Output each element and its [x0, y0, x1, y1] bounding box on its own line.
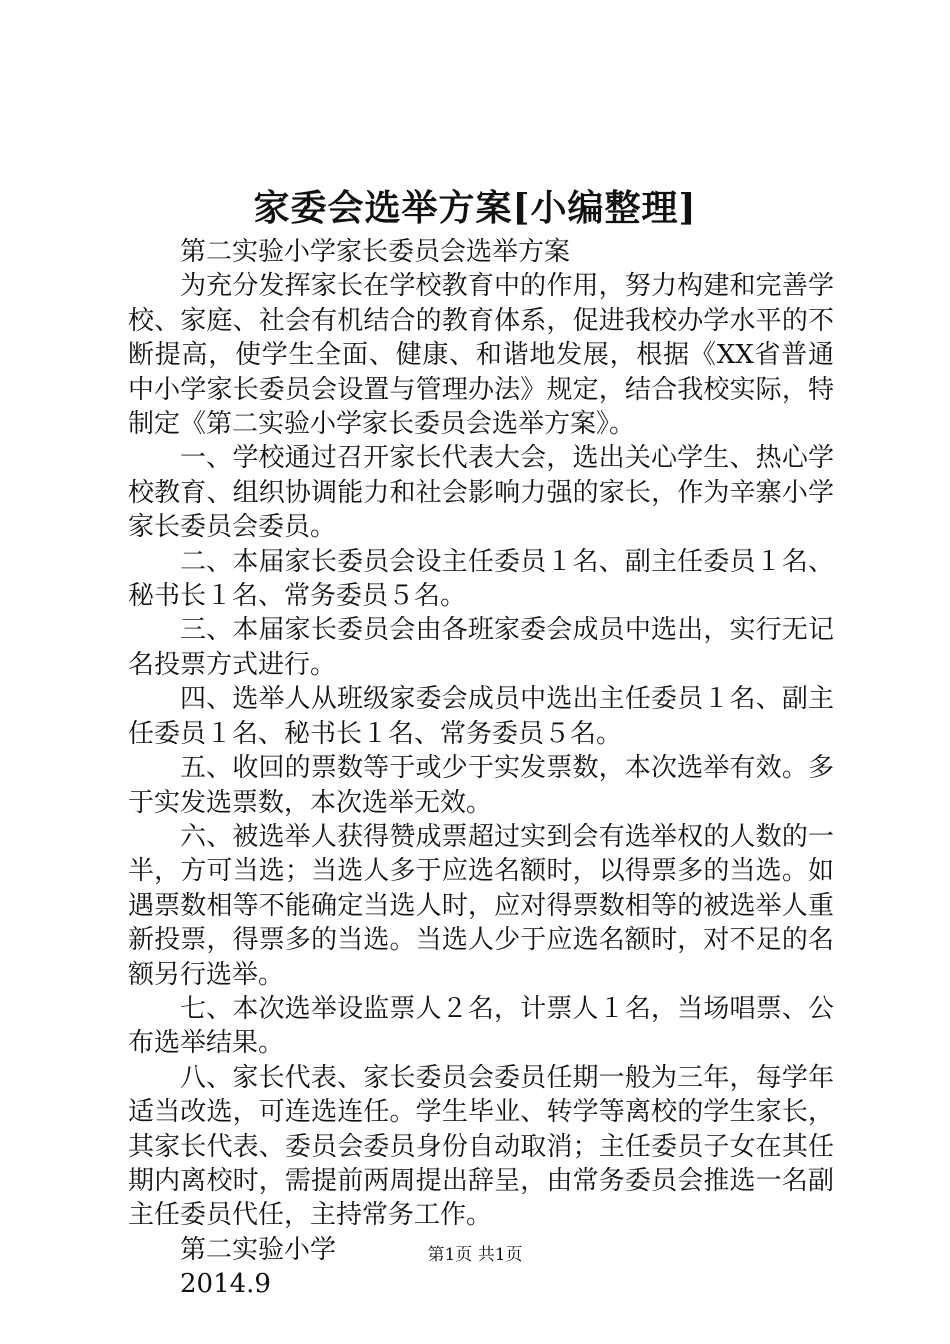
clause-7-paragraph: 七、本次选举设监票人２名，计票人１名，当场唱票、公布选举结果。	[128, 993, 834, 1059]
clause-2-paragraph: 二、本届家长委员会设主任委员１名、副主任委员１名、秘书长１名、常务委员５名。	[128, 546, 834, 612]
clause-3-paragraph: 三、本届家长委员会由各班家委会成员中选出，实行无记名投票方式进行。	[128, 615, 834, 680]
clause-4-paragraph: 四、选举人从班级家委会成员中选出主任委员１名、副主任委员１名、秘书长１名、常务委员５名。	[128, 684, 834, 749]
clause-6-paragraph: 六、被选举人获得赞成票超过实到会有选举权的人数的一半，方可当选；当选人多于应选名额时，以得票多的当选。如遇票数相等不能确定当选人时，应对得票数相等的被选举人重新投票，得票多的当选。当选人少于应选名额时，对不足的名额另行选举。	[128, 821, 834, 990]
signature-date: 2014.9	[180, 1269, 271, 1300]
document-body	[128, 235, 834, 1302]
intro-paragraph: 为充分发挥家长在学校教育中的作用，努力构建和完善学校、家庭、社会有机结合的教育体系，促进我校办学水平的不断提高，使学生全面、健康、和谐地发展，根据《XX省普通中小学家长委员会设置与管理办法》规定，结合我校实际，特制定《第二实验小学家长委员会选举方案》。	[128, 271, 834, 440]
document-title: 家委会选举方案[小编整理]	[253, 187, 697, 229]
page-footer: 第1页 共1页	[427, 1245, 523, 1265]
clause-8-paragraph: 八、家长代表、家长委员会委员任期一般为三年，每学年适当改选，可连选连任。学生毕业、转学等离校的学生家长，其家长代表、委员会委员身份自动取消；主任委员子女在其任期内离校时，需提前两周提出辞呈，由常务委员会推选一名副主任委员代任，主持常务工作。	[128, 1062, 834, 1231]
subtitle-paragraph: 第二实验小学家长委员会选举方案	[180, 237, 571, 267]
clause-5-paragraph: 五、收回的票数等于或少于实发票数，本次选举有效。多于实发选票数，本次选举无效。	[128, 753, 834, 818]
signature-school: 第二实验小学	[180, 1234, 337, 1265]
clause-1-paragraph: 一、学校通过召开家长代表大会，选出关心学生、热心学校教育、组织协调能力和社会影响力强的家长，作为辛寨小学家长委员会委员。	[128, 443, 834, 543]
